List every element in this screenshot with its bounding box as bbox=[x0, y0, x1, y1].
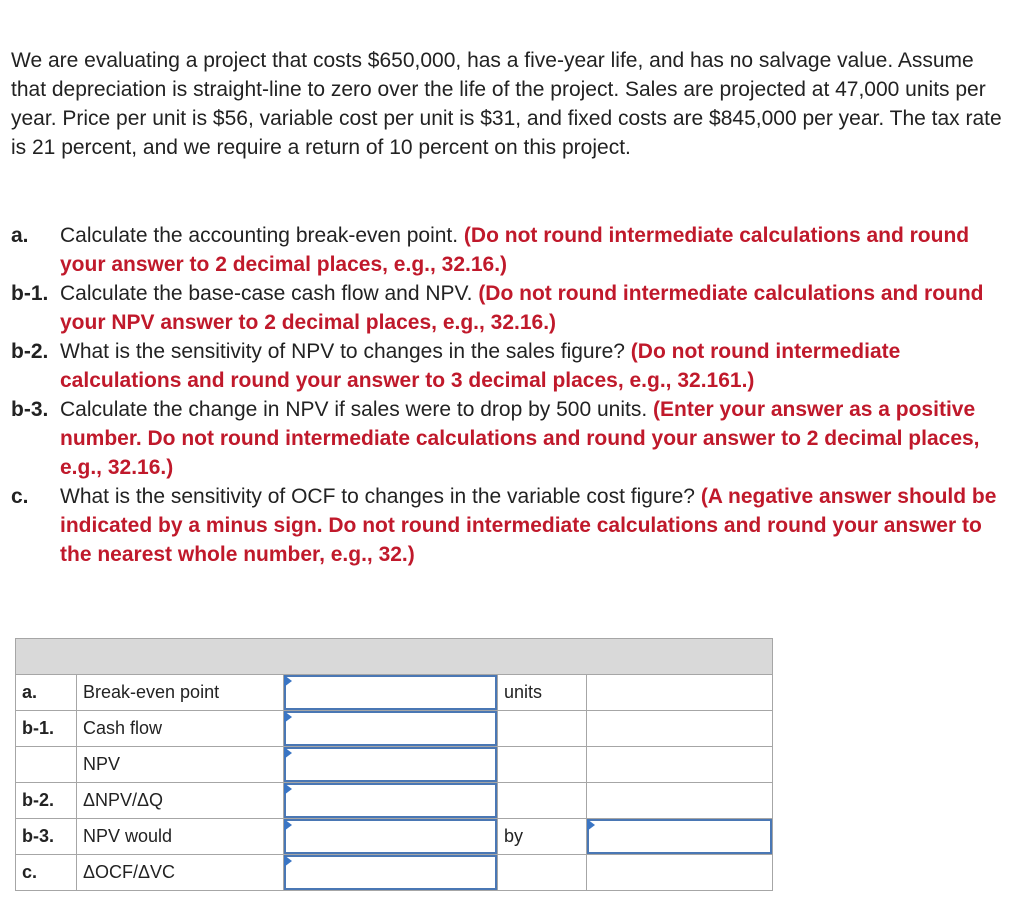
break-even-input[interactable] bbox=[284, 675, 497, 710]
npv-input[interactable] bbox=[284, 747, 497, 782]
input-marker-icon bbox=[587, 819, 595, 831]
npv-direction-input[interactable] bbox=[284, 819, 497, 854]
answer-cell bbox=[587, 819, 773, 855]
question-b3 bbox=[11, 395, 1016, 482]
input-marker-icon bbox=[284, 819, 292, 831]
row-extra bbox=[587, 747, 773, 783]
row-label: b-2. bbox=[16, 783, 77, 819]
input-marker-icon bbox=[284, 855, 292, 867]
row-extra bbox=[587, 855, 773, 891]
input-marker-icon bbox=[284, 675, 292, 687]
table-row bbox=[16, 819, 773, 855]
row-label: a. bbox=[16, 675, 77, 711]
table-row bbox=[16, 675, 773, 711]
question-label: b-3. bbox=[11, 398, 49, 421]
table-header-cell bbox=[16, 639, 773, 675]
row-name: Break-even point bbox=[77, 675, 284, 711]
answer-table bbox=[15, 638, 773, 891]
row-label: b-1. bbox=[16, 711, 77, 747]
question-note: (Enter your answer as a positive number. Do not round intermediate calculations and round your answer to 2 decimal places, e.g., 32.16.) bbox=[60, 398, 980, 479]
row-label bbox=[16, 747, 77, 783]
row-name: NPV bbox=[77, 747, 284, 783]
row-name: NPV would bbox=[77, 819, 284, 855]
row-name: Cash flow bbox=[77, 711, 284, 747]
table-row bbox=[16, 747, 773, 783]
question-a bbox=[11, 221, 1016, 279]
npv-sensitivity-input[interactable] bbox=[284, 783, 497, 818]
question-text: What is the sensitivity of NPV to changes in the sales figure? bbox=[60, 340, 631, 363]
row-extra bbox=[587, 783, 773, 819]
question-text: Calculate the change in NPV if sales were to drop by 500 units. bbox=[60, 398, 654, 421]
input-marker-icon bbox=[284, 783, 292, 795]
answer-cell bbox=[284, 747, 498, 783]
row-name: ΔNPV/ΔQ bbox=[77, 783, 284, 819]
row-unit: by bbox=[498, 819, 587, 855]
table-row bbox=[16, 783, 773, 819]
answer-cell bbox=[284, 711, 498, 747]
ocf-sensitivity-input[interactable] bbox=[284, 855, 497, 890]
question-note: (A negative answer should be indicated by a minus sign. Do not round intermediate calculations and round your answer to the nearest whole number, e.g., 32.) bbox=[60, 485, 997, 566]
cash-flow-input[interactable] bbox=[284, 711, 497, 746]
answer-cell bbox=[284, 783, 498, 819]
row-extra bbox=[587, 711, 773, 747]
question-text: Calculate the accounting break-even point. bbox=[60, 224, 464, 247]
table-header-row bbox=[16, 639, 773, 675]
row-unit bbox=[498, 855, 587, 891]
question-label: a. bbox=[11, 224, 29, 247]
question-label: b-2. bbox=[11, 340, 49, 363]
row-extra bbox=[587, 675, 773, 711]
question-text: What is the sensitivity of OCF to changes in the variable cost figure? bbox=[60, 485, 701, 508]
table-row bbox=[16, 711, 773, 747]
table-row bbox=[16, 855, 773, 891]
row-unit: units bbox=[498, 675, 587, 711]
input-marker-icon bbox=[284, 747, 292, 759]
npv-change-input[interactable] bbox=[587, 819, 772, 854]
question-note: (Do not round intermediate calculations and round your NPV answer to 2 decimal places, e.g., 32.16.) bbox=[60, 282, 984, 334]
answer-cell bbox=[284, 855, 498, 891]
row-unit bbox=[498, 747, 587, 783]
row-name: ΔOCF/ΔVC bbox=[77, 855, 284, 891]
input-marker-icon bbox=[284, 711, 292, 723]
row-label: b-3. bbox=[16, 819, 77, 855]
question-c bbox=[11, 482, 1016, 569]
question-list bbox=[11, 221, 1016, 569]
question-label: c. bbox=[11, 485, 29, 508]
question-note: (Do not round intermediate calculations and round your answer to 3 decimal places, e.g., 32.161.) bbox=[60, 340, 901, 392]
answer-cell bbox=[284, 675, 498, 711]
question-b1 bbox=[11, 279, 1016, 337]
question-text: Calculate the base-case cash flow and NPV. bbox=[60, 282, 479, 305]
row-label: c. bbox=[16, 855, 77, 891]
problem-statement: We are evaluating a project that costs $650,000, has a five-year life, and has no salvage value. Assume that depreciation is straight-line to zero over the life of the project. Sales are projected at 47,000 units per year. Price per unit is $56, variable cost per unit is $31, and fixed costs are $845,000 per year. The tax rate is 21 percent, and we require a return of 10 percent on this project. bbox=[11, 49, 1002, 159]
row-unit bbox=[498, 783, 587, 819]
answer-cell bbox=[284, 819, 498, 855]
question-note: (Do not round intermediate calculations and round your answer to 2 decimal places, e.g., 32.16.) bbox=[60, 224, 970, 276]
row-unit bbox=[498, 711, 587, 747]
question-b2 bbox=[11, 337, 1016, 395]
question-label: b-1. bbox=[11, 282, 49, 305]
